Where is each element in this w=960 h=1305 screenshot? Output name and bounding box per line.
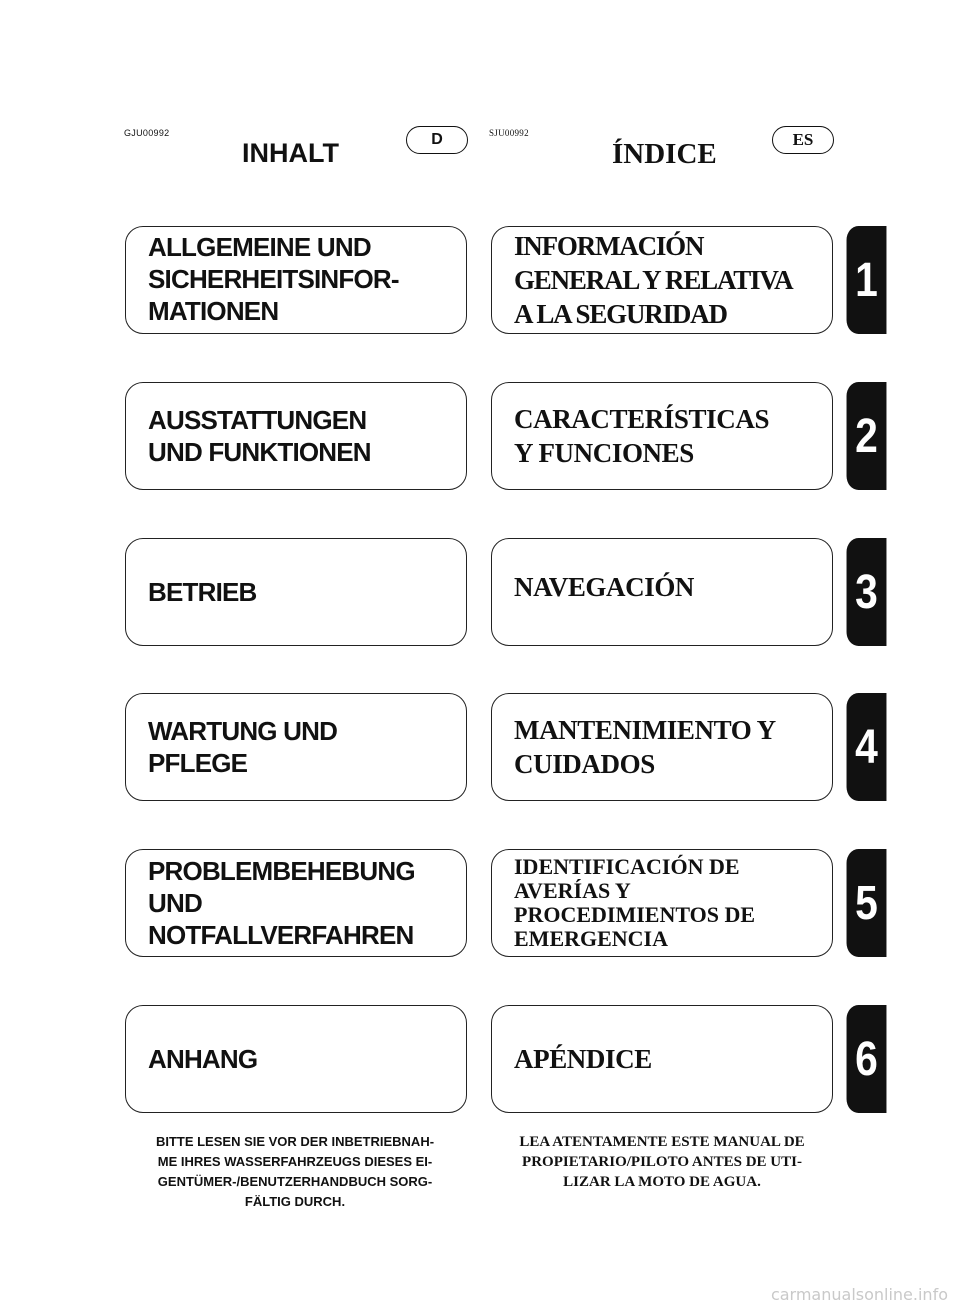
section-5-tab[interactable]: 5 [847,849,887,957]
spanish-section-1-label: INFORMACIÓN GENERAL Y RELATIVA A LA SEGURIDAD [514,231,793,329]
german-reading-notice: BITTE LESEN SIE VOR DER INBETRIEBNAH- ME IHRES WASSERFAHRZEUGS DIESES EI- GENTÜMER-/BENUTZERHANDBUCH SORG- FÄLTIG DURCH. [155,1134,435,1209]
german-section-2-box[interactable] [125,382,467,490]
spanish-section-4-label: MANTENIMIENTO Y CUIDADOS [514,715,776,779]
spanish-language-badge: ES [772,126,834,154]
spanish-section-1-box[interactable] [491,226,833,334]
german-section-4-label: WARTUNG UND PFLEGE [148,716,338,778]
spanish-section-2-label: CARACTERÍSTICAS Y FUNCIONES [514,404,770,468]
german-doc-code: GJU00992 [124,128,170,138]
spanish-section-6-label: APÉNDICE [514,1044,652,1074]
spanish-reading-notice: LEA ATENTAMENTE ESTE MANUAL DE PROPIETARIO/PILOTO ANTES DE UTI- LIZAR LA MOTO DE AGUA. [519,1134,805,1190]
section-2-tab[interactable]: 2 [847,382,887,490]
german-section-1-box[interactable] [125,226,467,334]
site-watermark: carmanualsonline.info [770,1285,948,1304]
german-section-6-box[interactable] [125,1005,467,1113]
german-section-1-label: ALLGEMEINE UND SICHERHEITSINFOR- MATIONEN [148,232,399,326]
section-3-tab[interactable]: 3 [847,538,887,646]
german-section-6-label: ANHANG [148,1044,258,1074]
spanish-section-6-box[interactable] [491,1005,833,1113]
spanish-doc-code: SJU00992 [489,128,529,138]
german-section-3-box[interactable] [125,538,467,646]
german-language-badge: D [406,126,468,154]
german-section-2-label: AUSSTATTUNGEN UND FUNKTIONEN [148,405,371,467]
section-1-tab[interactable]: 1 [847,226,887,334]
spanish-section-3-box[interactable] [491,538,833,646]
german-section-4-box[interactable] [125,693,467,801]
spanish-section-2-box[interactable] [491,382,833,490]
german-title: INHALT [242,138,339,168]
german-section-5-label: PROBLEMBEHEBUNG UND NOTFALLVERFAHREN [148,856,415,950]
spanish-section-5-box[interactable] [491,849,833,957]
german-section-3-label: BETRIEB [148,577,257,607]
german-section-5-box[interactable] [125,849,467,957]
spanish-section-5-label: IDENTIFICACIÓN DE AVERÍAS Y PROCEDIMIENTOS DE EMERGENCIA [514,854,756,951]
spanish-section-3-label: NAVEGACIÓN [514,572,695,602]
spanish-section-4-box[interactable] [491,693,833,801]
spanish-title: ÍNDICE [612,138,717,170]
section-6-tab[interactable]: 6 [847,1005,887,1113]
section-4-tab[interactable]: 4 [847,693,887,801]
